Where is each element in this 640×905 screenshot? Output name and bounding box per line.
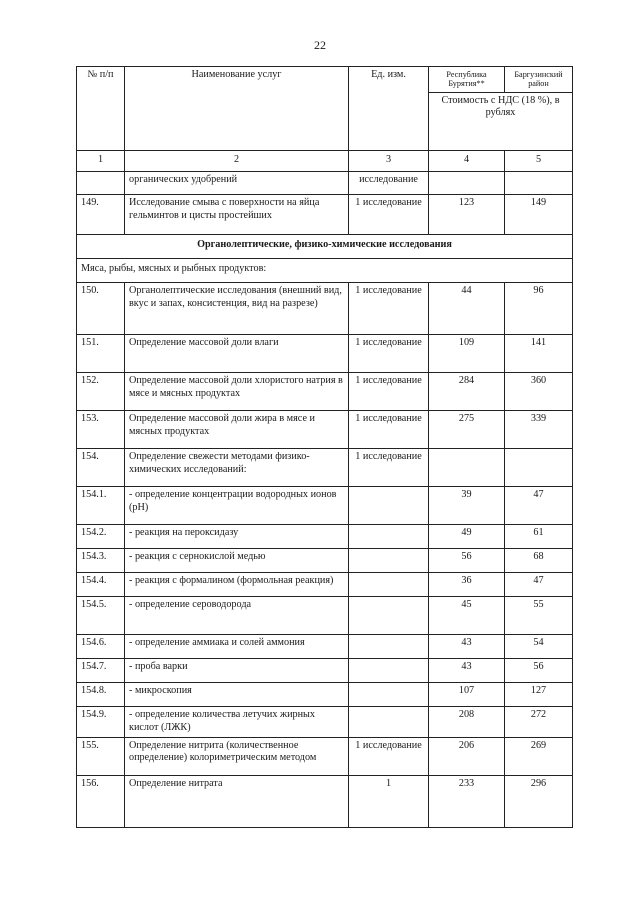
subsection-title: Мяса, рыбы, мясных и рыбных продуктов:	[77, 258, 573, 282]
row-value-region1: 43	[429, 635, 505, 659]
header-row	[77, 67, 573, 93]
row-unit	[349, 573, 429, 597]
row-name: Исследование смыва с поверхности на яйца гельминтов и цисты простейших	[125, 195, 349, 235]
row-value-region2: 55	[505, 597, 573, 635]
row-value-region2: 269	[505, 738, 573, 776]
row-value-region2: 296	[505, 776, 573, 828]
row-value-region2: 141	[505, 335, 573, 373]
row-value-region2: 272	[505, 707, 573, 738]
table-row	[77, 335, 573, 373]
row-unit	[349, 487, 429, 525]
row-name: - микроскопия	[125, 683, 349, 707]
row-unit: 1 исследование	[349, 738, 429, 776]
row-unit: исследование	[349, 172, 429, 195]
table-row	[77, 195, 573, 235]
row-value-region2: 360	[505, 373, 573, 411]
row-number	[77, 172, 125, 195]
row-unit: 1 исследование	[349, 411, 429, 449]
row-value-region1: 39	[429, 487, 505, 525]
row-value-region1: 123	[429, 195, 505, 235]
table-row	[77, 525, 573, 549]
table-row	[77, 172, 573, 195]
row-value-region1	[429, 172, 505, 195]
row-number: 154.5.	[77, 597, 125, 635]
column-number: 2	[125, 150, 349, 171]
row-unit	[349, 707, 429, 738]
row-name: - определение количества летучих жирных кислот (ЛЖК)	[125, 707, 349, 738]
row-number: 149.	[77, 195, 125, 235]
row-number: 156.	[77, 776, 125, 828]
table-row	[77, 373, 573, 411]
table-row	[77, 738, 573, 776]
column-number: 3	[349, 150, 429, 171]
header-col-region2: Баргузинский район	[505, 67, 573, 93]
column-numbers-row	[77, 150, 573, 171]
row-unit: 1 исследование	[349, 449, 429, 487]
table-row	[77, 487, 573, 525]
header-col-num: № п/п	[77, 67, 125, 151]
row-name: Определение нитрита (количественное определение) колориметрическим методом	[125, 738, 349, 776]
row-number: 152.	[77, 373, 125, 411]
row-unit: 1	[349, 776, 429, 828]
header-col-unit: Ед. изм.	[349, 67, 429, 151]
row-unit: 1 исследование	[349, 335, 429, 373]
row-value-region2: 47	[505, 487, 573, 525]
row-value-region2: 56	[505, 659, 573, 683]
column-number: 5	[505, 150, 573, 171]
table-row	[77, 635, 573, 659]
subsection-row	[77, 258, 573, 282]
table-row	[77, 411, 573, 449]
row-number: 154.8.	[77, 683, 125, 707]
row-name: - определение аммиака и солей аммония	[125, 635, 349, 659]
row-name: - реакция с сернокислой медью	[125, 549, 349, 573]
row-unit	[349, 659, 429, 683]
row-name: Определение массовой доли хлористого натрия в мясе и мясных продуктах	[125, 373, 349, 411]
row-value-region2: 149	[505, 195, 573, 235]
section-row	[77, 235, 573, 258]
row-name: Определение нитрата	[125, 776, 349, 828]
row-value-region1: 233	[429, 776, 505, 828]
table-row	[77, 573, 573, 597]
row-name: Органолептические исследования (внешний вид, вкус и запах, консистенция, вид на разрезе)	[125, 283, 349, 335]
row-number: 154.3.	[77, 549, 125, 573]
table-row	[77, 597, 573, 635]
row-value-region1: 206	[429, 738, 505, 776]
row-value-region1: 208	[429, 707, 505, 738]
row-unit: 1 исследование	[349, 283, 429, 335]
header-col-region1: Республика Бурятия**	[429, 67, 505, 93]
row-value-region2: 339	[505, 411, 573, 449]
row-name: - реакция с формалином (формольная реакция)	[125, 573, 349, 597]
row-value-region2	[505, 172, 573, 195]
table-row	[77, 707, 573, 738]
header-col-name: Наименование услуг	[125, 67, 349, 151]
table-row	[77, 683, 573, 707]
row-value-region1: 44	[429, 283, 505, 335]
row-unit	[349, 597, 429, 635]
row-value-region1: 56	[429, 549, 505, 573]
row-name: - определение концентрации водородных ионов (рН)	[125, 487, 349, 525]
row-number: 153.	[77, 411, 125, 449]
row-value-region2: 127	[505, 683, 573, 707]
price-table	[76, 66, 573, 828]
table-row	[77, 659, 573, 683]
column-number: 4	[429, 150, 505, 171]
row-value-region1: 275	[429, 411, 505, 449]
row-unit	[349, 549, 429, 573]
row-name: - определение сероводорода	[125, 597, 349, 635]
row-value-region1: 36	[429, 573, 505, 597]
row-name: - проба варки	[125, 659, 349, 683]
row-unit	[349, 635, 429, 659]
row-value-region1: 284	[429, 373, 505, 411]
row-value-region2: 61	[505, 525, 573, 549]
row-number: 151.	[77, 335, 125, 373]
row-value-region2: 96	[505, 283, 573, 335]
row-number: 154.1.	[77, 487, 125, 525]
table-row	[77, 776, 573, 828]
row-value-region1: 49	[429, 525, 505, 549]
row-value-region1: 107	[429, 683, 505, 707]
row-value-region1: 45	[429, 597, 505, 635]
row-unit: 1 исследование	[349, 373, 429, 411]
row-number: 154.2.	[77, 525, 125, 549]
row-number: 154.4.	[77, 573, 125, 597]
page-number: 22	[314, 38, 326, 52]
row-number: 154.7.	[77, 659, 125, 683]
table-row	[77, 549, 573, 573]
row-value-region1: 109	[429, 335, 505, 373]
row-number: 154.	[77, 449, 125, 487]
row-value-region1	[429, 449, 505, 487]
row-name: органических удобрений	[125, 172, 349, 195]
row-name: - реакция на пероксидазу	[125, 525, 349, 549]
row-name: Определение массовой доли влаги	[125, 335, 349, 373]
row-name: Определение массовой доли жира в мясе и мясных продуктах	[125, 411, 349, 449]
row-number: 150.	[77, 283, 125, 335]
row-name: Определение свежести методами физико-химических исследований:	[125, 449, 349, 487]
row-unit	[349, 683, 429, 707]
column-number: 1	[77, 150, 125, 171]
row-number: 154.6.	[77, 635, 125, 659]
row-number: 154.9.	[77, 707, 125, 738]
row-value-region2: 47	[505, 573, 573, 597]
header-col-cost: Стоимость с НДС (18 %), в рублях	[429, 92, 573, 150]
table-row	[77, 449, 573, 487]
row-unit: 1 исследование	[349, 195, 429, 235]
row-value-region1: 43	[429, 659, 505, 683]
row-value-region2: 68	[505, 549, 573, 573]
table-row	[77, 283, 573, 335]
row-unit	[349, 525, 429, 549]
section-title: Органолептические, физико-химические исследования	[77, 235, 573, 258]
row-value-region2	[505, 449, 573, 487]
row-number: 155.	[77, 738, 125, 776]
row-value-region2: 54	[505, 635, 573, 659]
